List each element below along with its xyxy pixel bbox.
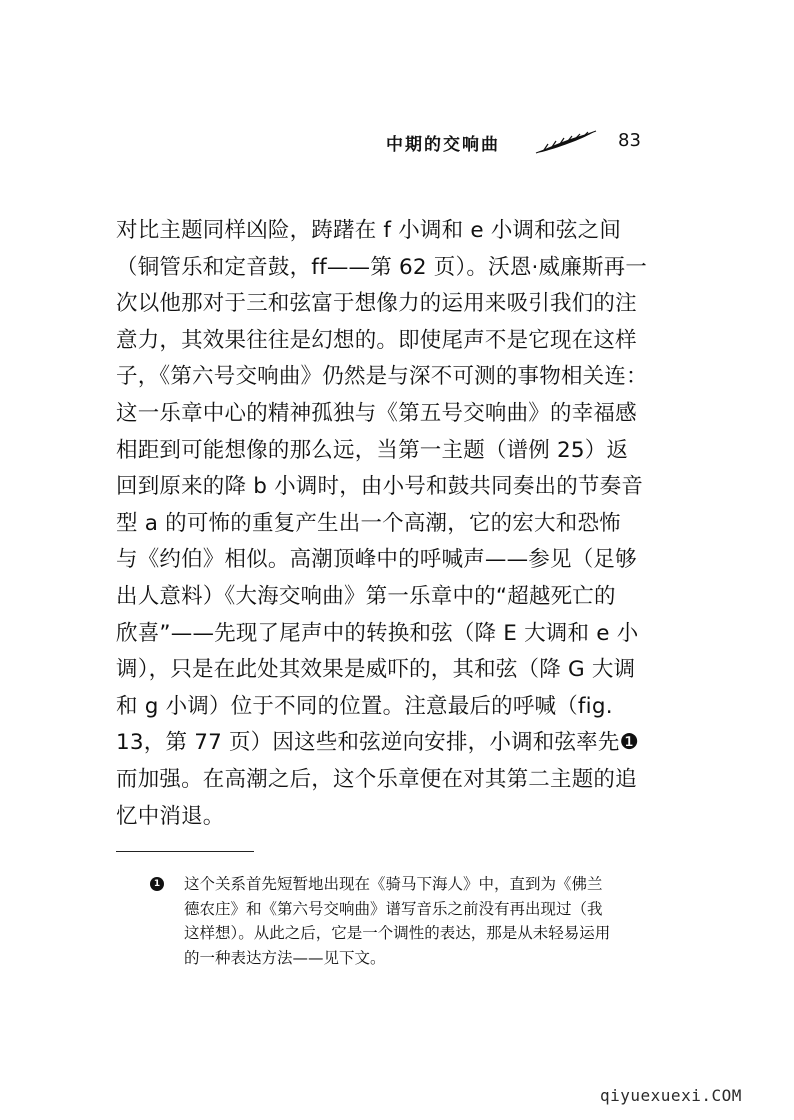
- footnote-marker: 1: [150, 877, 164, 891]
- footnote-line: 德农庄》和《第六号交响曲》谱写音乐之前没有再出现过（我: [184, 899, 603, 918]
- text-line: 这一乐章中心的精神孤独与《第五号交响曲》的幸福感: [116, 400, 637, 426]
- body-paragraph: [116, 213, 678, 835]
- text-line: 13，第 77 页）因这些和弦逆向安排，小调和弦率先❶: [116, 730, 640, 756]
- footnote-line: 的一种表达方法——见下文。: [184, 948, 386, 967]
- text-line: 忆中消退。: [116, 803, 225, 829]
- watermark: qiyuexuexi.COM: [600, 1086, 742, 1105]
- footnote-text: [184, 872, 684, 970]
- text-line: 回到原来的降 b 小调时，由小号和鼓共同奏出的节奏音: [116, 474, 644, 500]
- text-line: （铜管乐和定音鼓，ff——第 62 页）。沃恩·威廉斯再一: [116, 254, 648, 280]
- text-line: 对比主题同样凶险，踌躇在 f 小调和 e 小调和弦之间: [116, 218, 622, 243]
- text-line: 调），只是在此处其效果是威吓的，其和弦（降 G 大调: [116, 657, 636, 683]
- text-line: 次以他那对于三和弦富于想像力的运用来吸引我们的注: [116, 291, 637, 317]
- text-line: 意力，其效果往往是幻想的。即使尾声不是它现在这样: [116, 327, 637, 353]
- text-line: 欣喜”——先现了尾声中的转换和弦（降 E 大调和 e 小: [116, 620, 639, 646]
- footnote-line: 这样想）。从此之后，它是一个调性的表达，那是从未轻易运用: [184, 924, 611, 942]
- page-number: 83: [618, 130, 641, 151]
- feather-ornament-icon: [534, 128, 598, 156]
- text-line: 与《约伯》相似。高潮顶峰中的呼喊声——参见（足够: [116, 547, 637, 573]
- text-line: 而加强。在高潮之后，这个乐章便在对其第二主题的追: [116, 766, 637, 792]
- text-line: 型 a 的可怖的重复产生出一个高潮，它的宏大和恐怖: [116, 510, 621, 536]
- text-line: 出人意料）《大海交响曲》第一乐章中的“超越死亡的: [116, 583, 616, 609]
- text-line: 相距到可能想像的那么远，当第一主题（谱例 25）返: [116, 437, 629, 463]
- text-line: 和 g 小调）位于不同的位置。注意最后的呼喊（fig.: [116, 693, 613, 719]
- text-line: 子，《第六号交响曲》仍然是与深不可测的事物相关连：: [116, 364, 648, 390]
- chapter-title: 中期的交响曲: [386, 135, 500, 155]
- running-header: [386, 128, 686, 158]
- footnote-line: 这个关系首先短暂地出现在《骑马下海人》中，直到为《佛兰: [184, 875, 603, 893]
- footnote-divider: [116, 851, 254, 852]
